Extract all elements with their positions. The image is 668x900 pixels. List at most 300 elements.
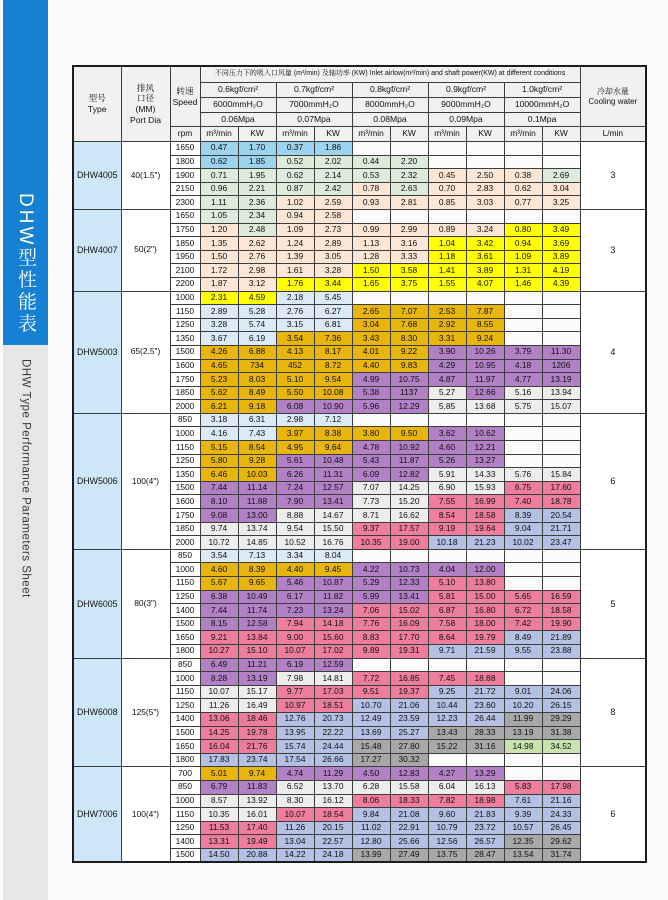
value-cell: 7.07 bbox=[352, 481, 390, 495]
value-cell: 2.99 bbox=[390, 223, 428, 237]
value-cell: 20.88 bbox=[238, 848, 276, 862]
value-cell: 0.80 bbox=[504, 223, 542, 237]
value-cell: 12.33 bbox=[390, 577, 428, 591]
value-cell: 3.54 bbox=[200, 549, 238, 563]
empty-cell bbox=[504, 209, 542, 223]
value-cell: 12.80 bbox=[352, 835, 390, 849]
header-pressure-kgf-1: 0.7kgf/cm² bbox=[276, 83, 352, 98]
value-cell: 1.86 bbox=[314, 142, 352, 156]
value-cell: 10.07 bbox=[276, 808, 314, 822]
header-pressure-mmh2o-1: 7000mmH₂O bbox=[276, 98, 352, 113]
value-cell: 3.44 bbox=[314, 277, 352, 291]
empty-cell bbox=[542, 441, 580, 455]
value-cell: 6.46 bbox=[200, 468, 238, 482]
value-cell: 25.66 bbox=[390, 835, 428, 849]
value-cell: 5.28 bbox=[238, 305, 276, 319]
empty-cell bbox=[466, 291, 504, 305]
value-cell: 3.43 bbox=[352, 332, 390, 346]
value-cell: 29.62 bbox=[542, 835, 580, 849]
rpm-cell: 1350 bbox=[170, 468, 200, 482]
value-cell: 7.58 bbox=[428, 617, 466, 631]
value-cell: 1.61 bbox=[276, 264, 314, 278]
empty-cell bbox=[428, 413, 466, 427]
rpm-cell: 1500 bbox=[170, 345, 200, 359]
rpm-cell: 1800 bbox=[170, 644, 200, 658]
value-cell: 734 bbox=[238, 359, 276, 373]
value-cell: 1.28 bbox=[352, 250, 390, 264]
header-flow-unit-1: m³/min bbox=[276, 127, 314, 142]
value-cell: 10.02 bbox=[504, 536, 542, 550]
value-cell: 11.99 bbox=[504, 712, 542, 726]
value-cell: 5.83 bbox=[504, 780, 542, 794]
header-pressure-mpa-2: 0.08Mpa bbox=[352, 113, 428, 127]
value-cell: 19.31 bbox=[390, 644, 428, 658]
value-cell: 5.29 bbox=[352, 577, 390, 591]
value-cell: 4.13 bbox=[276, 345, 314, 359]
value-cell: 30.32 bbox=[390, 753, 428, 767]
value-cell: 2.42 bbox=[314, 182, 352, 196]
value-cell: 16.85 bbox=[390, 672, 428, 686]
value-cell: 8.38 bbox=[314, 427, 352, 441]
empty-cell bbox=[390, 658, 428, 672]
value-cell: 13.43 bbox=[428, 726, 466, 740]
value-cell: 29.29 bbox=[542, 712, 580, 726]
empty-cell bbox=[428, 291, 466, 305]
port-cell-DHW4005: 40(1.5") bbox=[121, 142, 170, 210]
value-cell: 1.46 bbox=[504, 277, 542, 291]
empty-cell bbox=[504, 441, 542, 455]
value-cell: 11.30 bbox=[542, 345, 580, 359]
empty-cell bbox=[542, 454, 580, 468]
value-cell: 18.88 bbox=[466, 672, 504, 686]
value-cell: 2.18 bbox=[276, 291, 314, 305]
value-cell: 5.76 bbox=[504, 468, 542, 482]
value-cell: 4.01 bbox=[352, 345, 390, 359]
value-cell: 11.87 bbox=[390, 454, 428, 468]
value-cell: 16.01 bbox=[238, 808, 276, 822]
value-cell: 9.04 bbox=[504, 522, 542, 536]
value-cell: 5.46 bbox=[276, 577, 314, 591]
value-cell: 1206 bbox=[542, 359, 580, 373]
value-cell: 8.55 bbox=[466, 318, 504, 332]
rpm-cell: 1250 bbox=[170, 699, 200, 713]
value-cell: 12.21 bbox=[466, 441, 504, 455]
rpm-cell: 850 bbox=[170, 658, 200, 672]
performance-table bbox=[72, 65, 647, 863]
value-cell: 9.18 bbox=[238, 400, 276, 414]
value-cell: 13.00 bbox=[238, 509, 276, 523]
value-cell: 18.33 bbox=[390, 794, 428, 808]
value-cell: 27.80 bbox=[390, 740, 428, 754]
header-flow-unit-3: m³/min bbox=[428, 127, 466, 142]
value-cell: 21.06 bbox=[390, 699, 428, 713]
value-cell: 31.74 bbox=[542, 848, 580, 862]
performance-table-container bbox=[72, 65, 647, 863]
value-cell: 14.85 bbox=[238, 536, 276, 550]
value-cell: 5.61 bbox=[276, 454, 314, 468]
value-cell: 13.54 bbox=[504, 848, 542, 862]
value-cell: 3.12 bbox=[238, 277, 276, 291]
value-cell: 18.58 bbox=[542, 604, 580, 618]
value-cell: 1.76 bbox=[276, 277, 314, 291]
empty-cell bbox=[428, 209, 466, 223]
value-cell: 12.66 bbox=[466, 386, 504, 400]
value-cell: 6.79 bbox=[200, 780, 238, 794]
rpm-cell: 1000 bbox=[170, 427, 200, 441]
rpm-cell: 1250 bbox=[170, 821, 200, 835]
value-cell: 3.79 bbox=[504, 345, 542, 359]
value-cell: 6.72 bbox=[504, 604, 542, 618]
value-cell: 9.89 bbox=[352, 644, 390, 658]
value-cell: 3.03 bbox=[466, 196, 504, 210]
empty-cell bbox=[390, 291, 428, 305]
sidebar-blue-strip bbox=[3, 0, 48, 345]
value-cell: 26.45 bbox=[542, 821, 580, 835]
value-cell: 5.26 bbox=[428, 454, 466, 468]
value-cell: 0.62 bbox=[200, 155, 238, 169]
value-cell: 3.49 bbox=[542, 223, 580, 237]
value-cell: 15.00 bbox=[466, 590, 504, 604]
value-cell: 11.14 bbox=[238, 481, 276, 495]
empty-cell bbox=[390, 209, 428, 223]
value-cell: 10.95 bbox=[466, 359, 504, 373]
header-power-unit-1: KW bbox=[314, 127, 352, 142]
value-cell: 14.25 bbox=[200, 726, 238, 740]
value-cell: 1.65 bbox=[352, 277, 390, 291]
rpm-cell: 1000 bbox=[170, 672, 200, 686]
value-cell: 5.74 bbox=[238, 318, 276, 332]
value-cell: 26.44 bbox=[466, 712, 504, 726]
value-cell: 3.42 bbox=[466, 237, 504, 251]
value-cell: 3.80 bbox=[352, 427, 390, 441]
value-cell: 9.54 bbox=[276, 522, 314, 536]
value-cell: 5.16 bbox=[504, 386, 542, 400]
value-cell: 18.00 bbox=[466, 617, 504, 631]
value-cell: 6.31 bbox=[238, 413, 276, 427]
value-cell: 7.40 bbox=[504, 495, 542, 509]
value-cell: 5.15 bbox=[200, 441, 238, 455]
header-pressure-mmh2o-3: 9000mmH₂O bbox=[428, 98, 504, 113]
value-cell: 12.00 bbox=[466, 563, 504, 577]
value-cell: 28.33 bbox=[466, 726, 504, 740]
header-pressure-kgf-3: 0.9kgf/cm² bbox=[428, 83, 504, 98]
value-cell: 9.51 bbox=[352, 685, 390, 699]
value-cell: 8.03 bbox=[238, 373, 276, 387]
value-cell: 10.35 bbox=[200, 808, 238, 822]
value-cell: 0.94 bbox=[276, 209, 314, 223]
rpm-cell: 850 bbox=[170, 413, 200, 427]
value-cell: 1.13 bbox=[352, 237, 390, 251]
value-cell: 0.47 bbox=[200, 142, 238, 156]
value-cell: 2.34 bbox=[238, 209, 276, 223]
rpm-cell: 2150 bbox=[170, 182, 200, 196]
rpm-cell: 1400 bbox=[170, 712, 200, 726]
value-cell: 13.04 bbox=[276, 835, 314, 849]
value-cell: 3.04 bbox=[542, 182, 580, 196]
value-cell: 14.67 bbox=[314, 509, 352, 523]
value-cell: 0.89 bbox=[428, 223, 466, 237]
value-cell: 10.35 bbox=[352, 536, 390, 550]
value-cell: 10.90 bbox=[314, 400, 352, 414]
value-cell: 19.79 bbox=[466, 631, 504, 645]
value-cell: 8.30 bbox=[390, 332, 428, 346]
value-cell: 13.75 bbox=[428, 848, 466, 862]
model-cell-DHW4005: DHW4005 bbox=[73, 142, 121, 210]
value-cell: 6.28 bbox=[352, 780, 390, 794]
rpm-cell: 1950 bbox=[170, 250, 200, 264]
value-cell: 0.44 bbox=[352, 155, 390, 169]
value-cell: 5.01 bbox=[200, 767, 238, 781]
value-cell: 1.09 bbox=[504, 250, 542, 264]
empty-cell bbox=[542, 427, 580, 441]
value-cell: 9.22 bbox=[390, 345, 428, 359]
value-cell: 1.39 bbox=[276, 250, 314, 264]
header-pressure-kgf-2: 0.8kgf/cm² bbox=[352, 83, 428, 98]
value-cell: 14.98 bbox=[504, 740, 542, 754]
value-cell: 7.98 bbox=[276, 672, 314, 686]
empty-cell bbox=[428, 658, 466, 672]
rpm-cell: 700 bbox=[170, 767, 200, 781]
value-cell: 13.19 bbox=[542, 373, 580, 387]
value-cell: 1.85 bbox=[238, 155, 276, 169]
value-cell: 7.90 bbox=[276, 495, 314, 509]
port-cell-DHW6008: 125(5") bbox=[121, 658, 170, 767]
empty-cell bbox=[542, 291, 580, 305]
rpm-cell: 1400 bbox=[170, 835, 200, 849]
rpm-cell: 1500 bbox=[170, 848, 200, 862]
value-cell: 13.80 bbox=[466, 577, 504, 591]
value-cell: 4.04 bbox=[428, 563, 466, 577]
value-cell: 21.16 bbox=[542, 794, 580, 808]
value-cell: 3.04 bbox=[352, 318, 390, 332]
empty-cell bbox=[542, 549, 580, 563]
value-cell: 14.50 bbox=[200, 848, 238, 862]
value-cell: 8.30 bbox=[276, 794, 314, 808]
value-cell: 10.57 bbox=[504, 821, 542, 835]
value-cell: 9.39 bbox=[504, 808, 542, 822]
value-cell: 7.68 bbox=[390, 318, 428, 332]
value-cell: 0.62 bbox=[504, 182, 542, 196]
value-cell: 15.20 bbox=[390, 495, 428, 509]
value-cell: 21.89 bbox=[542, 631, 580, 645]
value-cell: 0.70 bbox=[428, 182, 466, 196]
sidebar-chinese-title: DHW型性能表 bbox=[15, 192, 36, 335]
value-cell: 5.75 bbox=[504, 400, 542, 414]
header-pressure-mpa-4: 0.1Mpa bbox=[504, 113, 580, 127]
value-cell: 19.00 bbox=[390, 536, 428, 550]
value-cell: 17.40 bbox=[238, 821, 276, 835]
value-cell: 11.21 bbox=[238, 658, 276, 672]
value-cell: 10.07 bbox=[200, 685, 238, 699]
value-cell: 0.77 bbox=[504, 196, 542, 210]
value-cell: 5.91 bbox=[428, 468, 466, 482]
cooling-cell-DHW4007: 3 bbox=[580, 209, 646, 291]
empty-cell bbox=[504, 753, 542, 767]
header-power-unit-0: KW bbox=[238, 127, 276, 142]
value-cell: 16.13 bbox=[466, 780, 504, 794]
header-power-unit-2: KW bbox=[390, 127, 428, 142]
value-cell: 9.64 bbox=[314, 441, 352, 455]
empty-cell bbox=[504, 427, 542, 441]
value-cell: 10.20 bbox=[504, 699, 542, 713]
value-cell: 5.85 bbox=[428, 400, 466, 414]
value-cell: 2.62 bbox=[238, 237, 276, 251]
value-cell: 5.81 bbox=[428, 590, 466, 604]
value-cell: 12.59 bbox=[314, 658, 352, 672]
value-cell: 15.93 bbox=[466, 481, 504, 495]
value-cell: 0.87 bbox=[276, 182, 314, 196]
value-cell: 12.76 bbox=[276, 712, 314, 726]
header-cooling-water: 冷却水量 Cooling water bbox=[580, 66, 646, 127]
value-cell: 16.62 bbox=[390, 509, 428, 523]
model-cell-DHW7006: DHW7006 bbox=[73, 767, 121, 863]
value-cell: 1.20 bbox=[200, 223, 238, 237]
value-cell: 2.83 bbox=[466, 182, 504, 196]
rpm-cell: 850 bbox=[170, 780, 200, 794]
empty-cell bbox=[504, 413, 542, 427]
value-cell: 3.89 bbox=[466, 264, 504, 278]
header-port-dia: 排风 口径 (MM) Port Dia bbox=[121, 66, 170, 142]
value-cell: 3.18 bbox=[200, 413, 238, 427]
value-cell: 4.22 bbox=[352, 563, 390, 577]
value-cell: 4.95 bbox=[276, 441, 314, 455]
empty-cell bbox=[542, 658, 580, 672]
value-cell: 9.65 bbox=[238, 577, 276, 591]
value-cell: 13.19 bbox=[238, 672, 276, 686]
header-pressure-mpa-0: 0.06Mpa bbox=[200, 113, 276, 127]
value-cell: 10.70 bbox=[352, 699, 390, 713]
value-cell: 2.89 bbox=[200, 305, 238, 319]
empty-cell bbox=[504, 672, 542, 686]
value-cell: 16.49 bbox=[238, 699, 276, 713]
empty-cell bbox=[390, 142, 428, 156]
empty-cell bbox=[504, 332, 542, 346]
value-cell: 7.07 bbox=[390, 305, 428, 319]
value-cell: 4.40 bbox=[352, 359, 390, 373]
cooling-cell-DHW5003: 4 bbox=[580, 291, 646, 413]
header-pressure-kgf-0: 0.6kgf/cm² bbox=[200, 83, 276, 98]
value-cell: 5.27 bbox=[428, 386, 466, 400]
rpm-cell: 1150 bbox=[170, 441, 200, 455]
value-cell: 3.28 bbox=[314, 264, 352, 278]
value-cell: 452 bbox=[276, 359, 314, 373]
value-cell: 11.83 bbox=[238, 780, 276, 794]
value-cell: 6.87 bbox=[428, 604, 466, 618]
value-cell: 8.83 bbox=[352, 631, 390, 645]
value-cell: 14.81 bbox=[314, 672, 352, 686]
value-cell: 12.82 bbox=[390, 468, 428, 482]
value-cell: 4.27 bbox=[428, 767, 466, 781]
value-cell: 3.24 bbox=[466, 223, 504, 237]
header-cooling-unit: L/min bbox=[580, 127, 646, 142]
value-cell: 3.89 bbox=[542, 250, 580, 264]
empty-cell bbox=[466, 155, 504, 169]
value-cell: 0.93 bbox=[352, 196, 390, 210]
value-cell: 8.15 bbox=[200, 617, 238, 631]
empty-cell bbox=[504, 318, 542, 332]
value-cell: 9.45 bbox=[314, 563, 352, 577]
value-cell: 2.63 bbox=[390, 182, 428, 196]
value-cell: 4.40 bbox=[276, 563, 314, 577]
header-flow-unit-2: m³/min bbox=[352, 127, 390, 142]
value-cell: 9.25 bbox=[428, 685, 466, 699]
value-cell: 0.99 bbox=[352, 223, 390, 237]
rpm-cell: 1850 bbox=[170, 522, 200, 536]
value-cell: 9.37 bbox=[352, 522, 390, 536]
value-cell: 7.94 bbox=[276, 617, 314, 631]
value-cell: 6.17 bbox=[276, 590, 314, 604]
value-cell: 13.19 bbox=[504, 726, 542, 740]
rpm-cell: 1500 bbox=[170, 726, 200, 740]
value-cell: 10.48 bbox=[314, 454, 352, 468]
value-cell: 23.88 bbox=[542, 644, 580, 658]
value-cell: 10.75 bbox=[390, 373, 428, 387]
value-cell: 18.78 bbox=[542, 495, 580, 509]
value-cell: 6.88 bbox=[238, 345, 276, 359]
value-cell: 6.08 bbox=[276, 400, 314, 414]
value-cell: 6.21 bbox=[200, 400, 238, 414]
empty-cell bbox=[504, 767, 542, 781]
value-cell: 16.09 bbox=[390, 617, 428, 631]
value-cell: 8.57 bbox=[200, 794, 238, 808]
value-cell: 11.26 bbox=[276, 821, 314, 835]
value-cell: 13.84 bbox=[238, 631, 276, 645]
value-cell: 22.22 bbox=[314, 726, 352, 740]
value-cell: 17.60 bbox=[542, 481, 580, 495]
header-pressure-mpa-1: 0.07Mpa bbox=[276, 113, 352, 127]
empty-cell bbox=[352, 209, 390, 223]
empty-cell bbox=[428, 142, 466, 156]
header-power-unit-3: KW bbox=[466, 127, 504, 142]
empty-cell bbox=[352, 291, 390, 305]
value-cell: 0.62 bbox=[276, 169, 314, 183]
empty-cell bbox=[466, 753, 504, 767]
value-cell: 5.23 bbox=[200, 373, 238, 387]
value-cell: 8.28 bbox=[200, 672, 238, 686]
empty-cell bbox=[504, 454, 542, 468]
value-cell: 1.18 bbox=[428, 250, 466, 264]
empty-cell bbox=[542, 767, 580, 781]
value-cell: 7.23 bbox=[276, 604, 314, 618]
value-cell: 11.82 bbox=[314, 590, 352, 604]
value-cell: 10.44 bbox=[428, 699, 466, 713]
empty-cell bbox=[428, 155, 466, 169]
value-cell: 21.59 bbox=[466, 644, 504, 658]
value-cell: 5.96 bbox=[352, 400, 390, 414]
rpm-cell: 1850 bbox=[170, 237, 200, 251]
header-pressure-mmh2o-4: 10000mmH₂O bbox=[504, 98, 580, 113]
value-cell: 2.32 bbox=[390, 169, 428, 183]
value-cell: 15.48 bbox=[352, 740, 390, 754]
value-cell: 9.19 bbox=[428, 522, 466, 536]
value-cell: 6.49 bbox=[200, 658, 238, 672]
value-cell: 21.08 bbox=[390, 808, 428, 822]
value-cell: 17.54 bbox=[276, 753, 314, 767]
value-cell: 15.50 bbox=[314, 522, 352, 536]
value-cell: 22.91 bbox=[390, 821, 428, 835]
value-cell: 2.76 bbox=[238, 250, 276, 264]
value-cell: 14.25 bbox=[390, 481, 428, 495]
value-cell: 3.34 bbox=[276, 549, 314, 563]
empty-cell bbox=[542, 142, 580, 156]
value-cell: 7.72 bbox=[352, 672, 390, 686]
value-cell: 12.49 bbox=[352, 712, 390, 726]
value-cell: 17.57 bbox=[390, 522, 428, 536]
value-cell: 16.59 bbox=[542, 590, 580, 604]
value-cell: 11.31 bbox=[314, 468, 352, 482]
value-cell: 1137 bbox=[390, 386, 428, 400]
value-cell: 3.61 bbox=[466, 250, 504, 264]
